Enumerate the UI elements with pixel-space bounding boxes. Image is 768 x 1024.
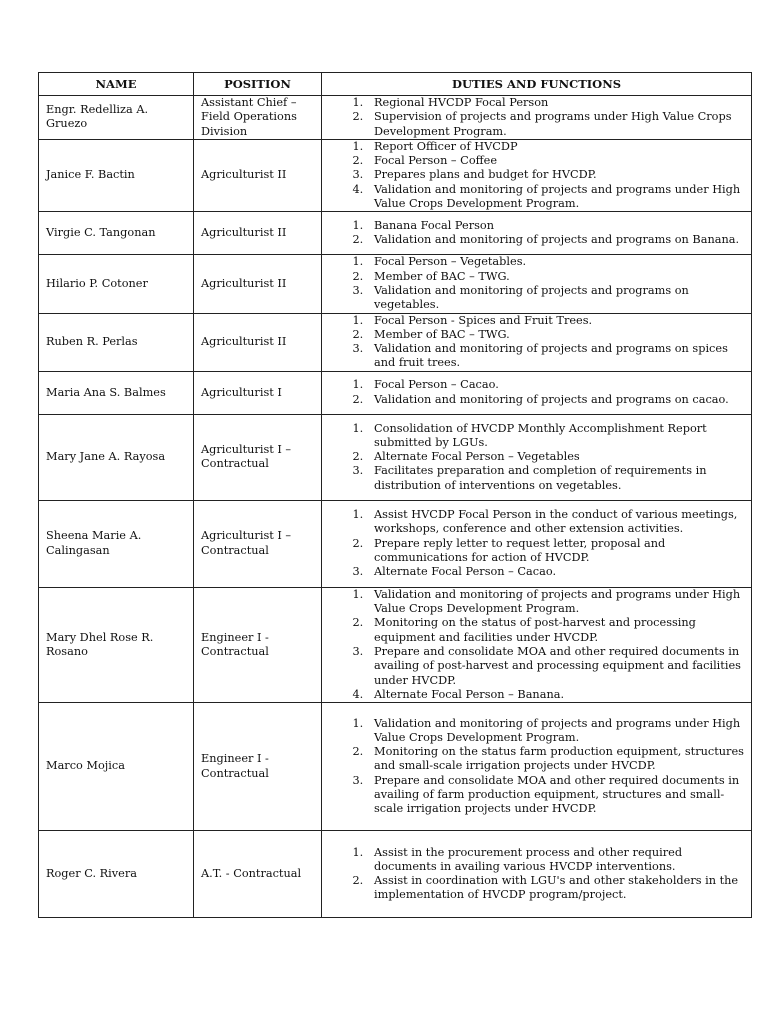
duties-table bbox=[38, 72, 752, 918]
duty-item bbox=[322, 154, 747, 168]
duty-text: Validation and monitoring of projects and programs on cacao. bbox=[374, 392, 729, 406]
employee-position: A.T. - Contractual bbox=[194, 831, 322, 918]
duty-number: 3. bbox=[352, 342, 374, 356]
duty-number: 1. bbox=[352, 421, 374, 435]
duty-text: Assist HVCDP Focal Person in the conduct of various meetings, workshops, conference and other extension activities. bbox=[374, 508, 738, 536]
duty-text: Supervision of projects and programs under High Value Crops Development Program. bbox=[374, 110, 732, 138]
employee-name: Engr. Redelliza A. Gruezo bbox=[39, 96, 194, 140]
duties-list bbox=[322, 717, 747, 817]
duty-item bbox=[322, 508, 747, 537]
duty-item bbox=[322, 314, 747, 328]
duty-number: 2. bbox=[352, 110, 374, 124]
duty-text: Validation and monitoring of projects and programs on Banana. bbox=[374, 233, 740, 247]
duty-text: Monitoring on the status farm production equipment, structures and small-scale irrigation projects under HVCDP. bbox=[374, 745, 744, 773]
duties-list bbox=[322, 219, 747, 248]
duties-cell bbox=[322, 313, 752, 371]
duty-item bbox=[322, 745, 747, 774]
duty-item bbox=[322, 270, 747, 284]
duty-item bbox=[322, 219, 747, 233]
duty-item bbox=[322, 774, 747, 817]
duty-number: 3. bbox=[352, 464, 374, 478]
duty-number: 1. bbox=[352, 139, 374, 153]
table-row bbox=[39, 255, 752, 313]
table-body bbox=[39, 96, 752, 918]
duty-number: 2. bbox=[352, 269, 374, 283]
table-row bbox=[39, 414, 752, 500]
employee-name: Mary Jane A. Rayosa bbox=[39, 414, 194, 500]
duty-number: 3. bbox=[352, 565, 374, 579]
employee-name: Roger C. Rivera bbox=[39, 831, 194, 918]
duty-number: 1. bbox=[352, 313, 374, 327]
employee-position: Agriculturist I – Contractual bbox=[194, 500, 322, 587]
employee-name: Mary Dhel Rose R. Rosano bbox=[39, 587, 194, 702]
employee-position: Agriculturist II bbox=[194, 255, 322, 313]
employee-position: Assistant Chief – Field Operations Division bbox=[194, 96, 322, 140]
duty-number: 1. bbox=[352, 845, 374, 859]
duty-text: Monitoring on the status of post-harvest and processing equipment and facilities under HVCDP. bbox=[374, 616, 696, 644]
duties-cell bbox=[322, 587, 752, 702]
duties-cell bbox=[322, 96, 752, 140]
duty-item bbox=[322, 96, 747, 110]
table-row bbox=[39, 212, 752, 255]
duties-cell bbox=[322, 831, 752, 918]
duty-text: Member of BAC – TWG. bbox=[374, 327, 510, 341]
duties-list bbox=[322, 422, 747, 493]
duty-text: Regional HVCDP Focal Person bbox=[374, 96, 549, 109]
employee-name: Maria Ana S. Balmes bbox=[39, 371, 194, 414]
employee-name: Virgie C. Tangonan bbox=[39, 212, 194, 255]
duty-text: Focal Person – Vegetables. bbox=[374, 255, 527, 269]
employee-position: Engineer I - Contractual bbox=[194, 703, 322, 831]
duty-item bbox=[322, 233, 747, 247]
duty-number: 2. bbox=[352, 536, 374, 550]
duty-number: 1. bbox=[352, 587, 374, 601]
employee-position: Agriculturist I bbox=[194, 371, 322, 414]
duty-number: 2. bbox=[352, 327, 374, 341]
employee-name: Ruben R. Perlas bbox=[39, 313, 194, 371]
duty-text: Prepare reply letter to request letter, proposal and communications for action of HVCDP. bbox=[374, 536, 666, 564]
duties-list bbox=[322, 255, 747, 312]
duty-item bbox=[322, 717, 747, 746]
table-row bbox=[39, 831, 752, 918]
duty-number: 1. bbox=[352, 96, 374, 109]
table-row bbox=[39, 703, 752, 831]
document-page bbox=[38, 72, 751, 918]
duty-item bbox=[322, 342, 747, 371]
duty-number: 2. bbox=[352, 616, 374, 630]
duty-item bbox=[322, 450, 747, 464]
duties-list bbox=[322, 846, 747, 903]
table-row bbox=[39, 313, 752, 371]
duty-item bbox=[322, 110, 747, 139]
duty-item bbox=[322, 588, 747, 617]
duty-number: 3. bbox=[352, 644, 374, 658]
table-row bbox=[39, 96, 752, 140]
duty-text: Member of BAC – TWG. bbox=[374, 269, 510, 283]
employee-position: Agriculturist II bbox=[194, 212, 322, 255]
duty-text: Assist in coordination with LGU's and other stakeholders in the implementation of HVCDP program/project. bbox=[374, 874, 739, 902]
duty-text: Assist in the procurement process and other required documents in availing various HVCDP interventions. bbox=[374, 845, 683, 873]
duty-number: 2. bbox=[352, 392, 374, 406]
duty-text: Validation and monitoring of projects and programs under High Value Crops Development Program. bbox=[374, 716, 741, 744]
duty-number: 1. bbox=[352, 716, 374, 730]
duty-number: 3. bbox=[352, 283, 374, 297]
duty-item bbox=[322, 645, 747, 688]
duty-text: Prepare and consolidate MOA and other required documents in availing of post-harvest and processing equipment and facilities under HVCDP. bbox=[374, 644, 741, 687]
duty-number: 1. bbox=[352, 378, 374, 392]
duty-text: Focal Person – Coffee bbox=[374, 154, 498, 168]
table-header-row bbox=[39, 73, 752, 96]
duty-item bbox=[322, 464, 747, 493]
duties-list bbox=[322, 508, 747, 579]
duty-item bbox=[322, 688, 747, 702]
duty-number: 2. bbox=[352, 450, 374, 464]
duties-cell bbox=[322, 371, 752, 414]
duty-item bbox=[322, 565, 747, 579]
duty-number: 1. bbox=[352, 508, 374, 521]
duties-list bbox=[322, 140, 747, 211]
duty-text: Focal Person - Spices and Fruit Trees. bbox=[374, 313, 593, 327]
duty-number: 3. bbox=[352, 168, 374, 182]
duty-text: Alternate Focal Person – Vegetables bbox=[374, 450, 580, 464]
duty-item bbox=[322, 378, 747, 392]
duty-text: Validation and monitoring of projects and programs on vegetables. bbox=[374, 283, 689, 312]
duty-number: 2. bbox=[352, 154, 374, 168]
employee-position: Agriculturist II bbox=[194, 139, 322, 211]
duty-text: Prepare and consolidate MOA and other required documents in availing of farm production equipment, structures and small-scale irrigation projects under HVCDP. bbox=[374, 773, 740, 816]
duty-text: Validation and monitoring of projects and programs under High Value Crops Development Program. bbox=[374, 182, 741, 211]
duty-item bbox=[322, 328, 747, 342]
employee-position: Agriculturist II bbox=[194, 313, 322, 371]
duties-cell bbox=[322, 139, 752, 211]
duty-number: 1. bbox=[352, 255, 374, 269]
employee-name: Marco Mojica bbox=[39, 703, 194, 831]
table-row bbox=[39, 371, 752, 414]
duty-number: 3. bbox=[352, 773, 374, 787]
duties-list bbox=[322, 588, 747, 702]
duties-cell bbox=[322, 255, 752, 313]
duty-item bbox=[322, 393, 747, 407]
duty-text: Consolidation of HVCDP Monthly Accomplishment Report submitted by LGUs. bbox=[374, 421, 707, 449]
duty-text: Alternate Focal Person – Banana. bbox=[374, 687, 565, 701]
duties-cell bbox=[322, 703, 752, 831]
table-row bbox=[39, 587, 752, 702]
duty-text: Facilitates preparation and completion of requirements in distribution of interventions on vegetables. bbox=[374, 464, 707, 492]
duties-list bbox=[322, 96, 747, 139]
duty-item bbox=[322, 874, 747, 903]
duties-list bbox=[322, 314, 747, 371]
duty-text: Focal Person – Cacao. bbox=[374, 378, 499, 392]
duty-item bbox=[322, 168, 747, 182]
duties-list bbox=[322, 378, 747, 407]
duties-cell bbox=[322, 212, 752, 255]
employee-position: Agriculturist I – Contractual bbox=[194, 414, 322, 500]
duty-item bbox=[322, 846, 747, 875]
header-name: NAME bbox=[39, 73, 194, 96]
duties-cell bbox=[322, 500, 752, 587]
header-position: POSITION bbox=[194, 73, 322, 96]
duty-item bbox=[322, 422, 747, 451]
duty-number: 4. bbox=[352, 182, 374, 196]
header-duties: DUTIES AND FUNCTIONS bbox=[322, 73, 752, 96]
employee-name: Janice F. Bactin bbox=[39, 139, 194, 211]
duty-text: Banana Focal Person bbox=[374, 219, 494, 233]
table-row bbox=[39, 139, 752, 211]
table-row bbox=[39, 500, 752, 587]
employee-name: Sheena Marie A. Calingasan bbox=[39, 500, 194, 587]
duty-number: 2. bbox=[352, 745, 374, 759]
duty-item bbox=[322, 537, 747, 566]
duty-item bbox=[322, 616, 747, 645]
duty-number: 2. bbox=[352, 233, 374, 247]
duty-text: Prepares plans and budget for HVCDP. bbox=[374, 168, 597, 182]
duty-text: Validation and monitoring of projects and programs on spices and fruit trees. bbox=[374, 342, 728, 370]
duty-item bbox=[322, 284, 747, 313]
duty-number: 2. bbox=[352, 874, 374, 888]
duty-text: Report Officer of HVCDP bbox=[374, 139, 518, 153]
duty-number: 1. bbox=[352, 219, 374, 233]
duty-text: Alternate Focal Person – Cacao. bbox=[374, 565, 557, 579]
duty-text: Validation and monitoring of projects and programs under High Value Crops Development Program. bbox=[374, 587, 741, 616]
duty-item bbox=[322, 140, 747, 154]
duties-cell bbox=[322, 414, 752, 500]
duty-item bbox=[322, 183, 747, 212]
employee-position: Engineer I - Contractual bbox=[194, 587, 322, 702]
employee-name: Hilario P. Cotoner bbox=[39, 255, 194, 313]
duty-number: 4. bbox=[352, 687, 374, 701]
duty-item bbox=[322, 255, 747, 269]
